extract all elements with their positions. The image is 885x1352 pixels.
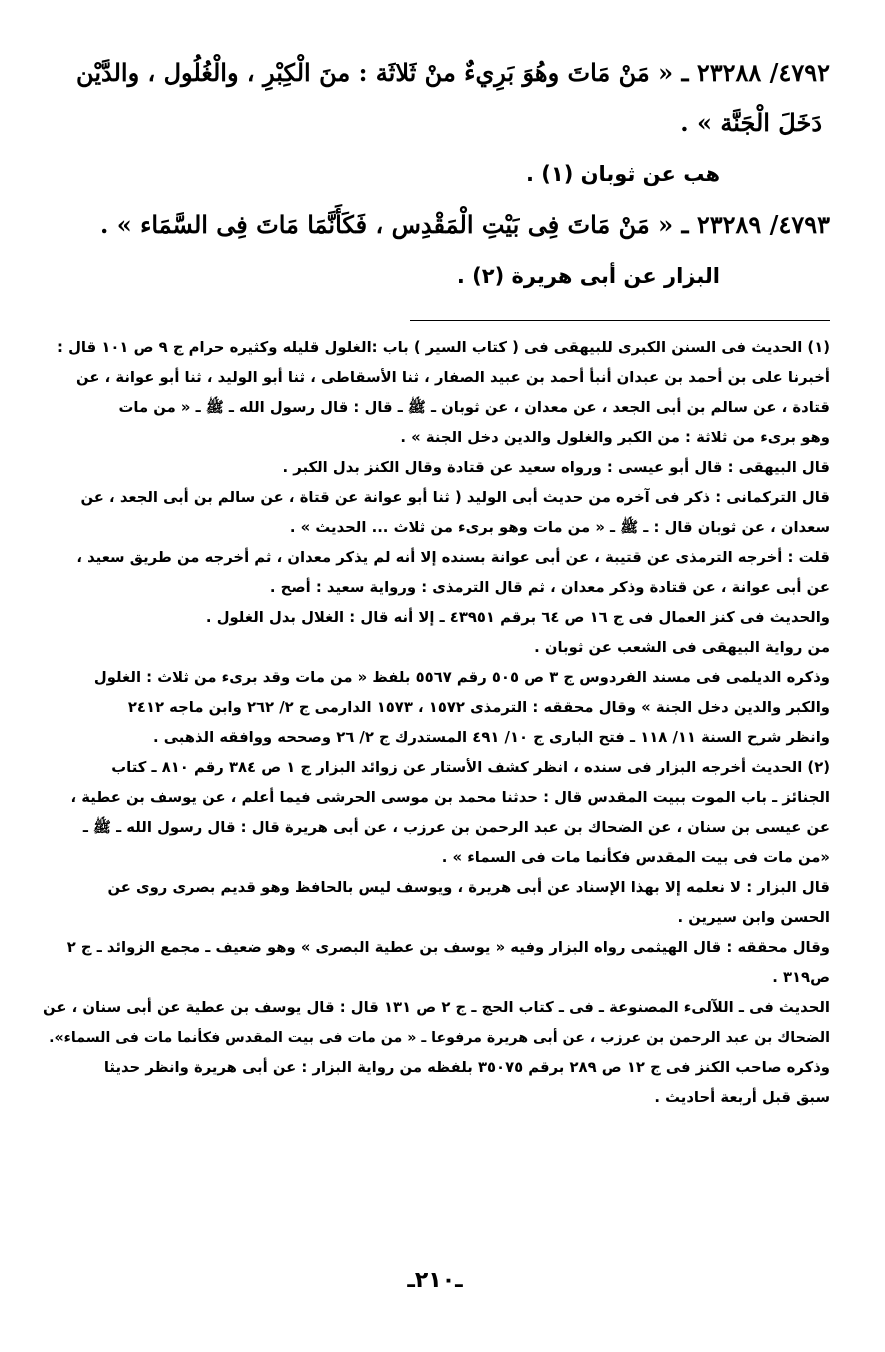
hadith-4793-source: البزار عن أبى هريرة (٢) .: [456, 264, 720, 288]
footnote-line: والكبر والدين دخل الجنة » وقال محققه : الترمذى ١٥٧٢ ، ١٥٧٣ الدارمى ج ٢/ ٢٦٢ وابن ماجه ٢٤١٢: [127, 699, 830, 716]
footnote-line: الحديث فى ـ اللآلىء المصنوعة ـ فى ـ كتاب الحج ـ ج ٢ ص ١٣١ قال : قال يوسف بن عطية عن أبى سنان ، عن: [43, 999, 830, 1016]
page-number: ـ٢١٠ـ: [407, 1268, 463, 1293]
footnote-line: عن أبى عوانة ، عن قتادة وذكر معدان ، ثم قال الترمذى : ورواية سعيد : أصح .: [269, 579, 830, 596]
footnote-line: وانظر شرح السنة ١١/ ١١٨ ـ فتح البارى ج ١٠/ ٤٩١ المستدرك ج ٢/ ٢٦ وصححه ووافقه الذهبى .: [152, 729, 830, 746]
footnote-line: وقال محققه : قال الهيثمى رواه البزار وفيه « يوسف بن عطية البصرى » وهو ضعيف ـ مجمع الزوائد ـ ج ٢: [66, 939, 830, 956]
footnote-line: سعدان ، عن ثوبان قال : ـ ﷺ ـ « من مات وهو برىء من ثلاث ... الحديث » .: [289, 519, 830, 536]
footnote-line: وذكره الديلمى فى مسند الفردوس ج ٣ ص ٥٠٥ رقم ٥٥٦٧ بلفظ « من مات وقد برىء من ثلاث : الغلول: [93, 669, 830, 686]
hadith-4792-line-1: ٤٧٩٢/ ٢٣٢٨٨ ـ « مَنْ مَاتَ وهُوَ بَرِيءٌ منْ ثَلاثَة : منَ الْكِبْرِ ، والْغُلُول ، والدَّيْن: [76, 58, 830, 87]
footnote-line: قتادة ، عن سالم بن أبى الجعد ، عن معدان ، عن ثوبان ـ ﷺ ـ قال : قال رسول الله ـ ﷺ ـ « من مات: [118, 399, 830, 416]
footnote-line: من رواية البيهقى فى الشعب عن ثوبان .: [534, 639, 830, 656]
footnote-line: سبق قبل أربعة أحاديث .: [654, 1089, 830, 1106]
hadith-4792-source: هب عن ثوبان (١) .: [525, 162, 720, 186]
footnote-line: (١) الحديث فى السنن الكبرى للبيهقى فى ( كتاب السير ) باب :الغلول قليله وكثيره حرام ج ٩ ص ١٠١ قال :: [57, 339, 830, 356]
footnote-line: الجنائز ـ باب الموت ببيت المقدس قال : حدثنا محمد بن موسى الحرشى فيما أعلم ، عن يوسف بن عطية ،: [70, 789, 830, 806]
footnote-line: الحسن وابن سيرين .: [677, 909, 830, 926]
footnotes: [40, 333, 830, 1113]
footnote-line: قلت : أخرجه الترمذى عن قتيبة ، عن أبى عوانة بسنده إلا أنه لم يذكر معدان ، ثم أخرجه من طريق سعيد ،: [76, 549, 830, 566]
footnote-line: «من مات فى بيت المقدس فكأنما مات فى السماء » .: [441, 849, 830, 866]
hadith-4793-line-1: ٤٧٩٣/ ٢٣٢٨٩ ـ « مَنْ مَاتَ فِى بَيْتِ الْمَقْدِس ، فَكَأَنَّمَا مَاتَ فِى السَّمَاء » .: [100, 210, 830, 239]
footnote-line: قال البيهقى : قال أبو عيسى : ورواه سعيد عن قتادة وقال الكنز بدل الكبر .: [282, 459, 830, 476]
footnote-line: قال البزار : لا نعلمه إلا بهذا الإسناد عن أبى هريرة ، ويوسف ليس بالحافظ وهو قديم بصرى روى عن: [107, 879, 830, 896]
footnote-line: والحديث فى كنز العمال فى ج ١٦ ص ٦٤ برقم ٤٣٩٥١ ـ إلا أنه قال : الغلال بدل الغلول .: [205, 609, 830, 626]
footnote-line: (٢) الحديث أخرجه البزار فى سنده ، انظر كشف الأستار عن زوائد البزار ج ١ ص ٣٨٤ رقم ٨١٠ ـ كتاب: [111, 759, 830, 776]
footnote-separator: [410, 320, 830, 321]
document-page: [40, 48, 830, 1328]
footnote-line: قال التركمانى : ذكر فى آخره من حديث أبى الوليد ( ثنا أبو عوانة عن قتاة ، عن سالم بن أبى الجعد ، عن: [80, 489, 830, 506]
footnote-line: أخبرنا على بن أحمد بن عبدان أنبأ أحمد بن عبيد الصفار ، ثنا الأسقاطى ، ثنا أبو الوليد ، ثنا أبو عوانة ، عن: [76, 369, 830, 386]
footnote-line: عن عيسى بن سنان ، عن الضحاك بن عبد الرحمن بن عرزب ، عن أبى هريرة قال : قال رسول الله ـ ﷺ ـ: [82, 819, 830, 836]
hadith-4792-line-2: دَخَلَ الْجَنَّة » .: [680, 108, 822, 137]
footnote-line: ص٣١٩ .: [772, 969, 830, 986]
footnote-line: وهو برىء من ثلاثة : من الكبر والغلول والدين دخل الجنة » .: [400, 429, 830, 446]
footnote-line: الضحاك بن عبد الرحمن بن عرزب ، عن أبى هريرة مرفوعا ـ « من مات فى بيت المقدس فكأنما مات فى السماء».: [49, 1030, 830, 1046]
footnote-line: وذكره صاحب الكنز فى ج ١٢ ص ٢٨٩ برقم ٣٥٠٧٥ بلفظه من رواية البزار : عن أبى هريرة وانظر حديثا: [103, 1059, 830, 1076]
